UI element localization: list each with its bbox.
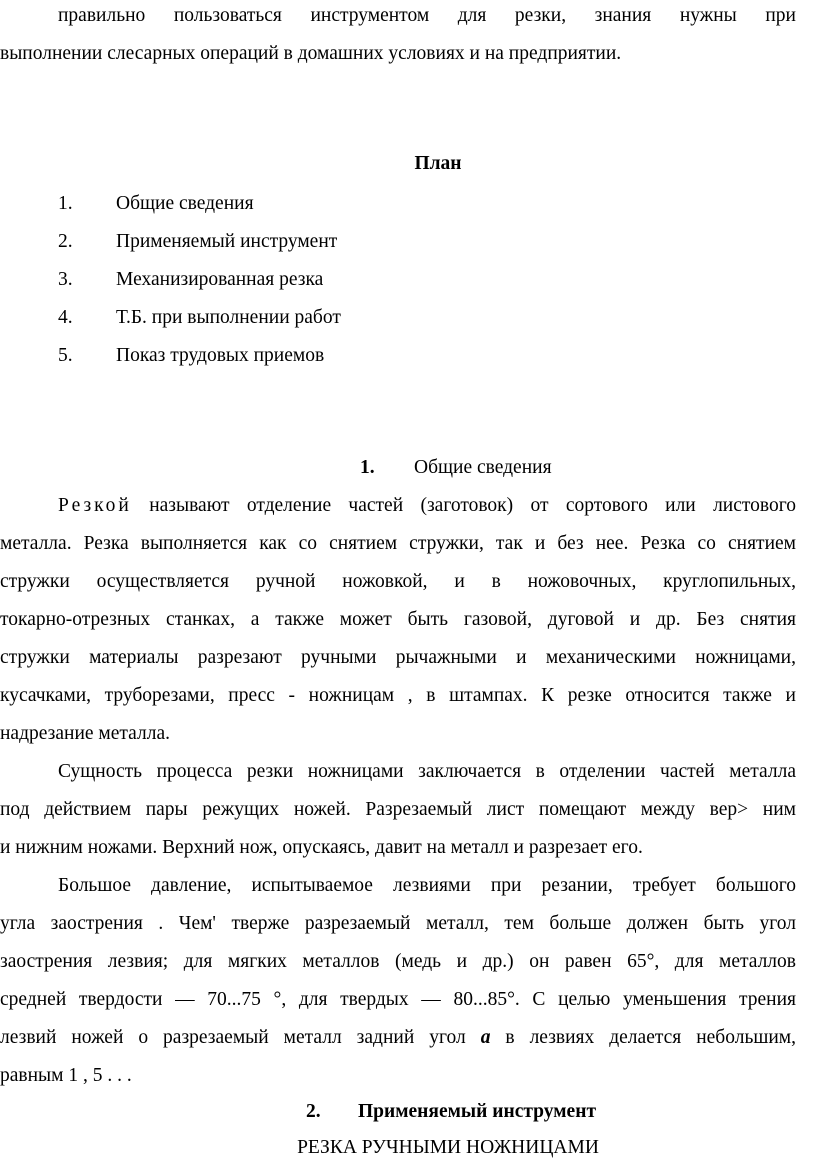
paragraph-line: металла. Резка выполняется как со снятием стружки, так и без нее. Резка со снятием: [0, 533, 796, 554]
plan-item-label: Механизированная резка: [116, 269, 324, 290]
paragraph-line: средней твердости — 70...75 °, для твердых — 80...85°. С целью уменьшения трения: [0, 989, 796, 1010]
plan-title: План: [414, 153, 462, 174]
paragraph-line: надрезание металла.: [0, 723, 170, 744]
section-2-subtitle: РЕЗКА РУЧНЫМИ НОЖНИЦАМИ: [297, 1137, 599, 1158]
lead-term: Резкой: [58, 495, 132, 516]
paragraph-line: кусачками, труборезами, пресс - ножницам , в штампах. К резке относится также и: [0, 685, 796, 706]
plan-item-number: 3.: [58, 269, 73, 290]
plan-item-number: 2.: [58, 231, 73, 252]
paragraph-line: [58, 494, 796, 518]
angle-symbol: a: [480, 1027, 491, 1048]
paragraph-line: угла заострения . Чем' тверже разрезаемый металл, тем больше должен быть угол: [0, 913, 796, 934]
section-2-number: 2.: [306, 1101, 321, 1122]
section-1-title: Общие сведения: [414, 457, 552, 478]
paragraph-text: лезвий ножей о разрезаемый металл задний угол: [0, 1027, 466, 1048]
paragraph-line: стружки материалы разрезают ручными рычажными и механическими ножницами,: [0, 647, 796, 668]
paragraph-line: [0, 1026, 796, 1050]
plan-item-number: 4.: [58, 307, 73, 328]
paragraph-line: равным 1 , 5 . . .: [0, 1065, 132, 1086]
paragraph-text: в лезвиях делается небольшим,: [505, 1027, 796, 1048]
plan-item-label: Общие сведения: [116, 193, 254, 214]
section-1-number: 1.: [360, 457, 375, 478]
paragraph-line: Сущность процесса резки ножницами заключается в отделении частей металла: [58, 761, 796, 782]
paragraph-text: называют отделение частей (заготовок) от сортового или листового: [149, 495, 796, 516]
paragraph-line: и нижним ножами. Верхний нож, опускаясь, давит на металл и разрезает его.: [0, 837, 643, 858]
paragraph-line: Большое давление, испытываемое лезвиями при резании, требует большого: [58, 875, 796, 896]
paragraph-line: стружки осуществляется ручной ножовкой, и в ножовочных, круглопильных,: [0, 571, 796, 592]
plan-item-label: Применяемый инструмент: [116, 231, 338, 252]
intro-line-2: выполнении слесарных операций в домашних условиях и на предприятии.: [0, 43, 622, 64]
intro-line-1: правильно пользоваться инструментом для резки, знания нужны при: [58, 5, 796, 26]
paragraph-line: заострения лезвия; для мягких металлов (медь и др.) он равен 65°, для металлов: [0, 951, 796, 972]
plan-item-number: 5.: [58, 345, 73, 366]
paragraph-line: токарно-отрезных станках, а также может быть газовой, дуговой и др. Без снятия: [0, 609, 796, 630]
plan-item-number: 1.: [58, 193, 73, 214]
plan-item-label: Т.Б. при выполнении работ: [116, 307, 341, 328]
paragraph-line: под действием пары режущих ножей. Разрезаемый лист помещают между вер> ним: [0, 799, 796, 820]
section-2-title: Применяемый инструмент: [358, 1101, 597, 1122]
plan-item-label: Показ трудовых приемов: [116, 345, 325, 366]
